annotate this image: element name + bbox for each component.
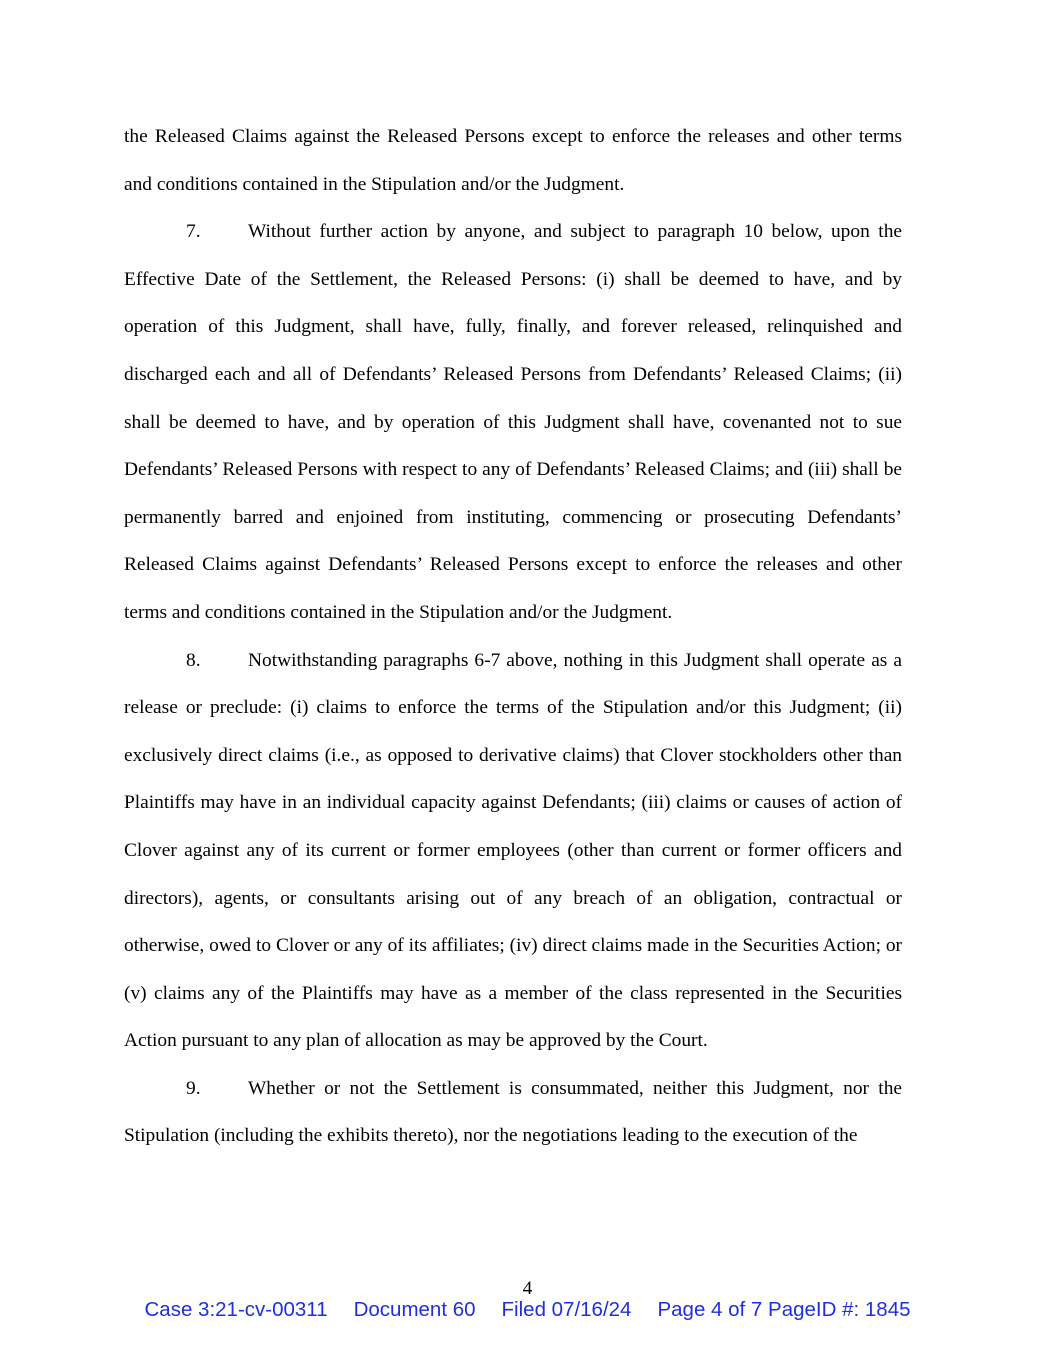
page-id: Page 4 of 7 PageID #: 1845 [657,1298,911,1321]
filing-stamp [0,1296,1055,1324]
page-number: 4 [522,1278,533,1299]
paragraph-number: 7. [186,221,201,243]
case-number: Case 3:21-cv-00311 [144,1298,328,1321]
document-number: Document 60 [353,1298,476,1321]
paragraph-number: 8. [186,649,201,671]
paragraph-text: Whether or not the Settlement is consummated, neither this Judgment, nor the Stipulation (including the exhibits thereto), nor the negotiations leading to the execution of the [124,1077,902,1147]
paragraph-9 [124,1065,902,1160]
paragraph-number: 9. [186,1077,201,1099]
paragraph-text: Without further action by anyone, and subject to paragraph 10 below, upon the Effective Date of the Settlement, the Released Persons: (i) shall be deemed to have, and by operation of this Judgment, shall have, fully, finally, and forever released, relinquished and discharged each and all of Defendants’ Released Persons from Defendants’ Released Claims; (ii) shall be deemed to have, and by operation of this Judgment shall have, covenanted not to sue Defendants’ Released Persons with respect to any of Defendants’ Released Claims; and (iii) shall be permanently barred and enjoined from instituting, commencing or prosecuting Defendants’ Released Claims against Defendants’ Released Persons except to enforce the releases and other terms and conditions contained in the Stipulation and/or the Judgment. [124,221,902,623]
paragraph-continuation [124,113,902,208]
paragraph-8 [124,637,902,1065]
document-body [124,113,902,1160]
filed-date: Filed 07/16/24 [501,1298,632,1321]
paragraph-text: Notwithstanding paragraphs 6-7 above, nothing in this Judgment shall operate as a release or preclude: (i) claims to enforce the terms of the Stipulation and/or this Judgment; (ii) exclusively direct claims (i.e., as opposed to derivative claims) that Clover stockholders other than Plaintiffs may have in an individual capacity against Defendants; (iii) claims or causes of action of Clover against any of its current or former employees (other than current or former officers and directors), agents, or consultants arising out of any breach of an obligation, contractual or otherwise, owed to Clover or any of its affiliates; (iv) direct claims made in the Securities Action; or (v) claims any of the Plaintiffs may have as a member of the class represented in the Securities Action pursuant to any plan of allocation as may be approved by the Court. [124,649,902,1052]
paragraph-text: the Released Claims against the Released Persons except to enforce the releases and other terms and conditions contained in the Stipulation and/or the Judgment. [124,126,902,195]
paragraph-7 [124,208,902,636]
